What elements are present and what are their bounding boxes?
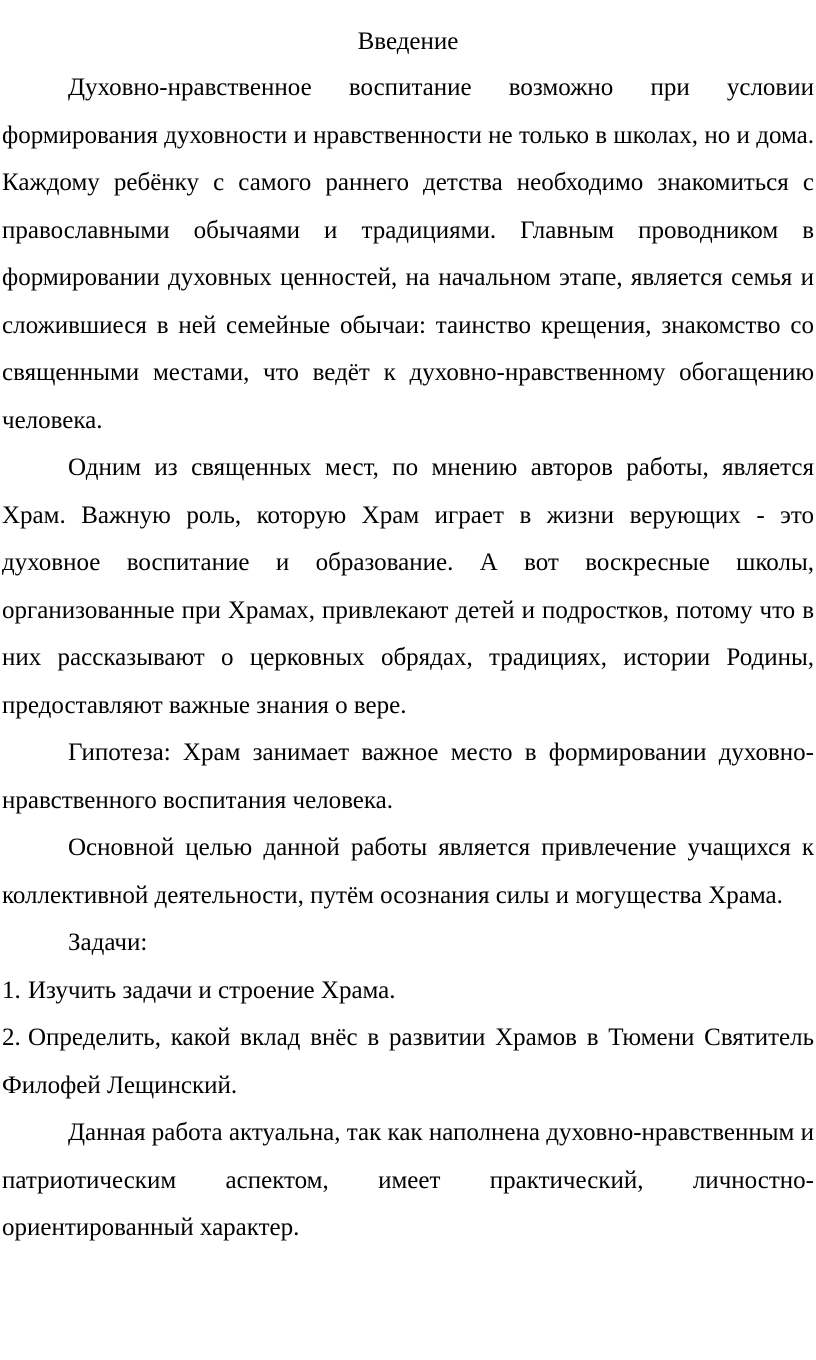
paragraph-intro: Духовно-нравственное воспитание возможно при условии формирования духовности и нравственности не только в школах, но и дома. Каждому ребёнку с самого раннего детства необходимо знакомиться с православными обычаями и традициями. Главным проводником в формировании духовных ценностей, на начальном этапе, является семья и сложившиеся в ней семейные обычаи: таинство крещения, знакомство со священными местами, что ведёт к духовно-нравственному обогащению человека. bbox=[2, 74, 814, 434]
task-text: Изучить задачи и строение Храма. bbox=[28, 976, 396, 1004]
task-item-1 bbox=[2, 967, 814, 1015]
tasks-heading: Задачи: bbox=[68, 929, 148, 956]
task-text: Определить, какой вклад внёс в развитии Храмов в Тюмени Святитель Филофей Лещинский. bbox=[2, 1024, 814, 1099]
task-number: 2. bbox=[2, 1024, 21, 1051]
task-number: 1. bbox=[2, 976, 21, 1004]
paragraph-temple: Одним из священных мест, по мнению авторов работы, является Храм. Важную роль, которую Храм играет в жизни верующих - это духовное воспитание и образование. А вот воскресные школы, организованные при Храмах, привлекают детей и подростков, потому что в них рассказывают о церковных обрядах, традициях, истории Родины, предоставляют важные знания о вере. bbox=[2, 454, 814, 719]
paragraph-goal: Основной целью данной работы является привлечение учащихся к коллективной деятельности, путём осознания силы и могущества Храма. bbox=[2, 834, 814, 909]
paragraph-hypothesis: Гипотеза: Храм занимает важное место в формировании духовно-нравственного воспитания человека. bbox=[2, 739, 814, 814]
paragraph-closing: Данная работа актуальна, так как наполнена духовно-нравственным и патриотическим аспектом, имеет практический, личностно-ориентированный характер. bbox=[2, 1119, 814, 1241]
task-item-2 bbox=[2, 1014, 814, 1109]
page-title: Введение bbox=[357, 28, 459, 55]
